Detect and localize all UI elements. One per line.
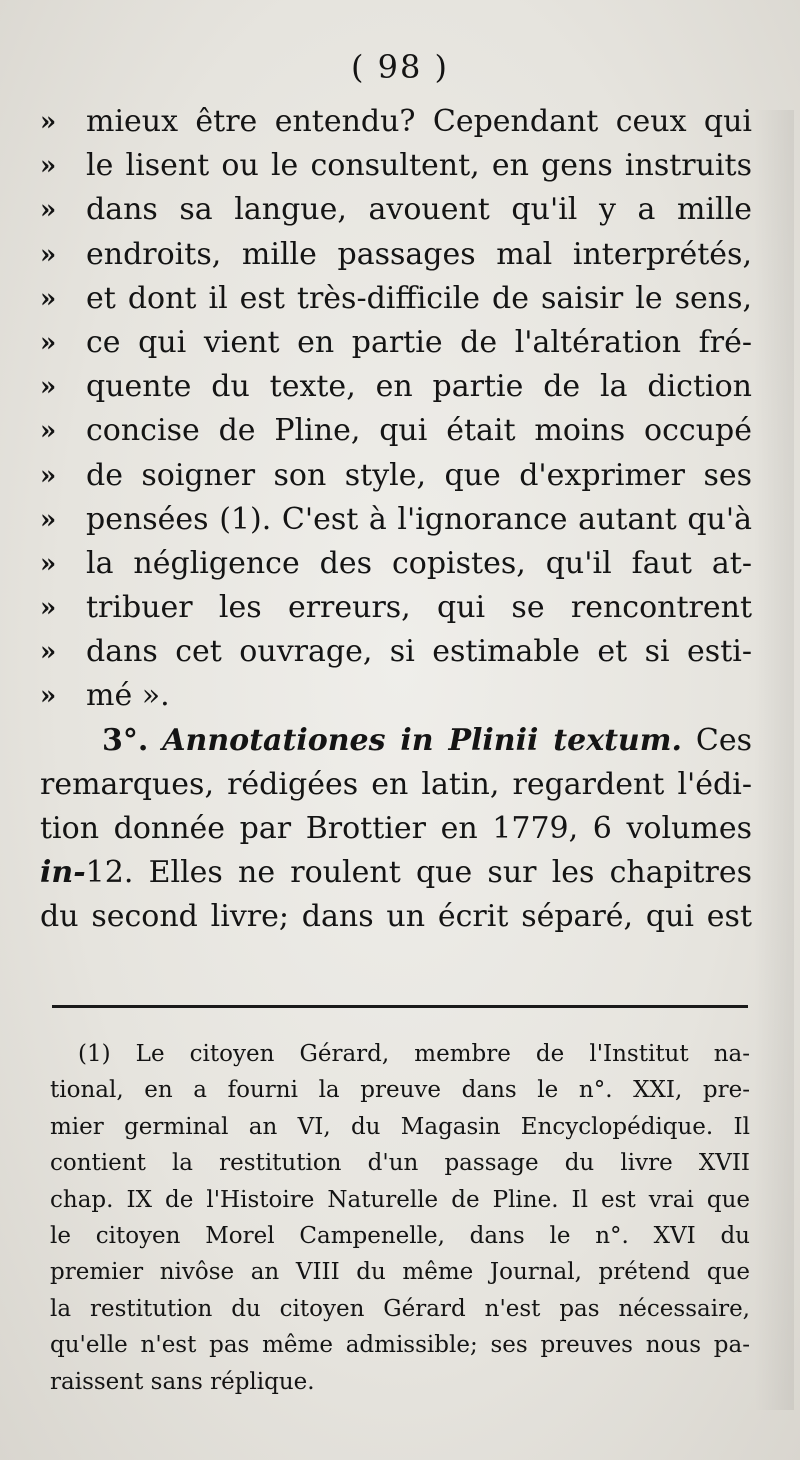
body-text [40,100,752,940]
quote-line [40,454,752,498]
quote-marker: » [40,283,57,314]
work-title: Annotationes in Plinii textum. [162,722,682,758]
paragraph-line [40,851,752,895]
quote-line [40,100,752,144]
quote-line [40,542,752,586]
footnote-line: chap. IX de l'Histoire Naturelle de Pline. Il est vrai que [50,1186,750,1213]
quote-line-text: mieux être entendu? Cependant ceux qui [86,104,752,139]
quote-marker: » [40,151,57,182]
quote-line [40,498,752,542]
paragraph-text: 12. Elles ne roulent que sur les chapitres [85,855,752,891]
page-shadow [754,110,794,1410]
page-number: ( 98 ) [350,48,450,86]
quote-line [40,365,752,409]
quote-line-text: et dont il est très-difficile de saisir le sens, [86,280,752,316]
quote-marker: » [40,239,57,270]
quote-line-text: de soigner son style, que d'exprimer ses [86,457,752,493]
quote-line-text: mé ». [86,678,170,714]
quote-line-text: endroits, mille passages mal interprétés, [86,236,752,272]
quote-line-text: dans sa langue, avouent qu'il y a mille [86,192,752,228]
quote-line-text: tribuer les erreurs, qui se rencontrent [86,590,752,626]
quote-marker: » [40,681,57,712]
quote-line [40,188,752,232]
quote-marker: » [40,593,57,624]
quote-line-text: pensées (1). C'est à l'ignorance autant qu'à [86,501,752,537]
quote-marker: » [40,548,57,579]
paragraph-line [40,719,752,763]
footnote-line: raissent sans réplique. [50,1368,315,1395]
footnote-line: la restitution du citoyen Gérard n'est pas nécessaire, [50,1295,750,1322]
quote-marker: » [40,637,57,668]
quote-marker: » [40,460,57,491]
paragraph-line: remarques, rédigées en latin, regardent l'édi- [40,766,752,802]
footnote-line: contient la restitution d'un passage du livre XVII [50,1150,750,1177]
quote-line [40,233,752,277]
footnote-line: premier nivôse an VIII du même Journal, prétend que [50,1259,750,1286]
quote-marker: » [40,327,57,358]
quote-marker: » [40,372,57,403]
paragraph-text: Ces [695,722,752,758]
quote-line [40,630,752,674]
quote-line-text: concise de Pline, qui était moins occupé [86,413,752,449]
quote-marker: » [40,416,57,447]
footnote-line: qu'elle n'est pas même admissible; ses preuves nous pa- [50,1332,750,1359]
quote-marker: » [40,195,57,226]
quote-block [40,100,752,719]
footnote-line: tional, en a fourni la preuve dans le n°. XXI, pre- [50,1077,750,1104]
italic-format: in- [40,855,86,891]
quote-line [40,277,752,321]
paragraph-line: du second livre; dans un écrit séparé, qui est [40,899,752,935]
quote-line-text: quente du texte, en partie de la diction [86,369,752,405]
quote-line [40,586,752,630]
footnote-rule [52,1005,748,1008]
quote-line [40,674,752,718]
quote-line-text: le lisent ou le consultent, en gens instruits [86,148,752,184]
section-label: 3°. [102,722,149,758]
quote-line-text: la négligence des copistes, qu'il faut at- [86,545,752,581]
quote-line [40,144,752,188]
quote-marker: » [40,504,57,535]
quote-line-text: dans cet ouvrage, si estimable et si esti- [86,634,752,670]
quote-marker: » [40,107,57,137]
footnote-line: (1) Le citoyen Gérard, membre de l'Institut na- [78,1041,750,1067]
paragraph-line: tion donnée par Brottier en 1779, 6 volumes [40,811,752,846]
footnote [50,1036,750,1400]
footnote-line: mier germinal an VI, du Magasin Encyclopédique. Il [50,1113,750,1140]
footnote-line: le citoyen Morel Campenelle, dans le n°. XVI du [50,1222,750,1249]
quote-line [40,409,752,453]
quote-line-text: ce qui vient en partie de l'altération fré- [86,324,752,360]
paragraph-annotationes [40,719,752,940]
quote-line [40,321,752,365]
